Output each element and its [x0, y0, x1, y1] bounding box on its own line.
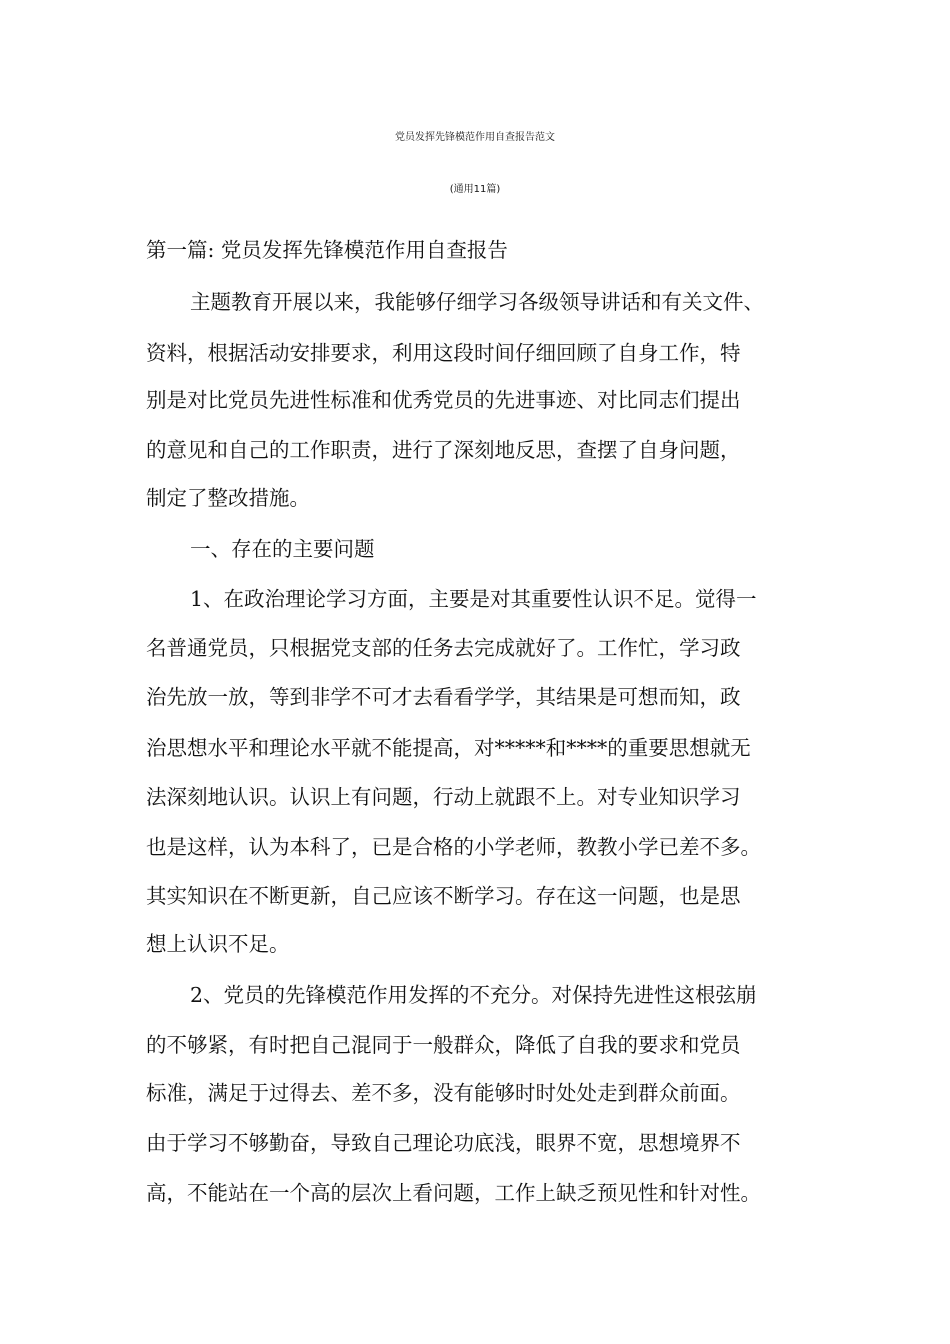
paragraph-line: 其实知识在不断更新，自己应该不断学习。存在这一问题，也是思 [146, 884, 741, 908]
paragraph-line: 的不够紧，有时把自己混同于一般群众，降低了自我的要求和党员 [146, 1033, 741, 1057]
subheading: 一、存在的主要问题 [190, 537, 375, 561]
paragraph-line: 的意见和自己的工作职责，进行了深刻地反思，查摆了自身问题， [146, 438, 741, 462]
paragraph-line: 由于学习不够勤奋，导致自己理论功底浅，眼界不宽，思想境界不 [146, 1131, 741, 1155]
paragraph-line: 2、党员的先锋模范作用发挥的不充分。对保持先进性这根弦崩 [190, 983, 757, 1007]
paragraph-line: 资料，根据活动安排要求，利用这段时间仔细回顾了自身工作，特 [146, 341, 741, 365]
paragraph-line: 也是这样，认为本科了，已是合格的小学老师，教教小学已差不多。 [146, 835, 761, 859]
paragraph-line: 1、在政治理论学习方面，主要是对其重要性认识不足。觉得一 [190, 587, 757, 611]
section-heading: 第一篇: 党员发挥先锋模范作用自查报告 [146, 238, 508, 262]
paragraph-line: 高，不能站在一个高的层次上看问题，工作上缺乏预见性和针对性。 [146, 1181, 761, 1205]
document-title-line-2: (通用11篇) [449, 184, 501, 195]
document-title-line-1: 党员发挥先锋模范作用自查报告范文 [395, 132, 555, 143]
paragraph-line: 标准，满足于过得去、差不多，没有能够时时处处走到群众前面。 [146, 1081, 741, 1105]
paragraph-line: 别是对比党员先进性标准和优秀党员的先进事迹、对比同志们提出 [146, 388, 741, 412]
paragraph-line: 法深刻地认识。认识上有问题，行动上就跟不上。对专业知识学习 [146, 785, 741, 809]
paragraph-line: 治先放一放，等到非学不可才去看看学学，其结果是可想而知，政 [146, 685, 741, 709]
paragraph-line: 治思想水平和理论水平就不能提高，对*****和****的重要思想就无 [146, 736, 751, 760]
paragraph-line: 名普通党员，只根据党支部的任务去完成就好了。工作忙，学习政 [146, 636, 741, 660]
paragraph-line: 制定了整改措施。 [146, 486, 310, 510]
paragraph-line: 主题教育开展以来，我能够仔细学习各级领导讲话和有关文件、 [190, 290, 764, 314]
paragraph-line: 想上认识不足。 [146, 932, 290, 956]
